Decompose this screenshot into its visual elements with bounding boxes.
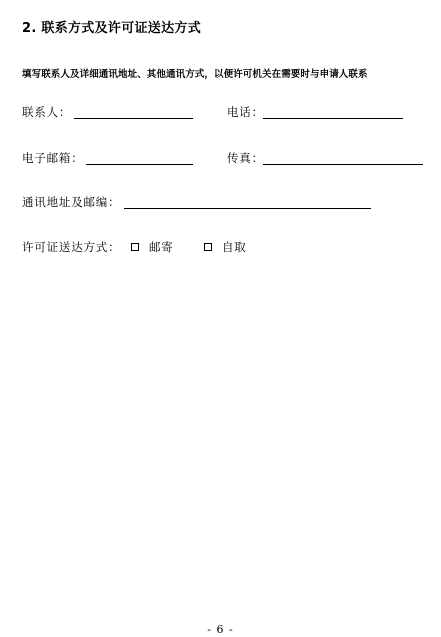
- contact-person-label: 联系人：: [22, 105, 72, 119]
- pickup-checkbox[interactable]: [204, 243, 212, 251]
- email-label: 电子邮箱：: [22, 151, 84, 165]
- section-instruction: 填写联系人及详细通讯地址、其他通讯方式，以便许可机关在需要时与申请人联系: [22, 69, 368, 80]
- section-heading: 2. 联系方式及许可证送达方式: [22, 21, 202, 36]
- email-field[interactable]: [86, 164, 193, 165]
- address-postcode-label: 通讯地址及邮编：: [22, 195, 121, 209]
- contact-person-field[interactable]: [74, 118, 193, 119]
- mail-option-label: 邮寄: [149, 240, 174, 254]
- delivery-option-mail[interactable]: [131, 239, 174, 255]
- mail-checkbox[interactable]: [131, 243, 139, 251]
- fax-label: 传真：: [227, 151, 264, 165]
- address-postcode-field[interactable]: [124, 208, 371, 209]
- delivery-option-pickup[interactable]: [204, 239, 247, 255]
- delivery-method-label: 许可证送达方式：: [22, 240, 121, 254]
- pickup-option-label: 自取: [222, 240, 247, 254]
- page-number: - 6 -: [207, 623, 234, 636]
- fax-field[interactable]: [263, 164, 423, 165]
- phone-label: 电话：: [227, 105, 264, 119]
- phone-field[interactable]: [263, 118, 403, 119]
